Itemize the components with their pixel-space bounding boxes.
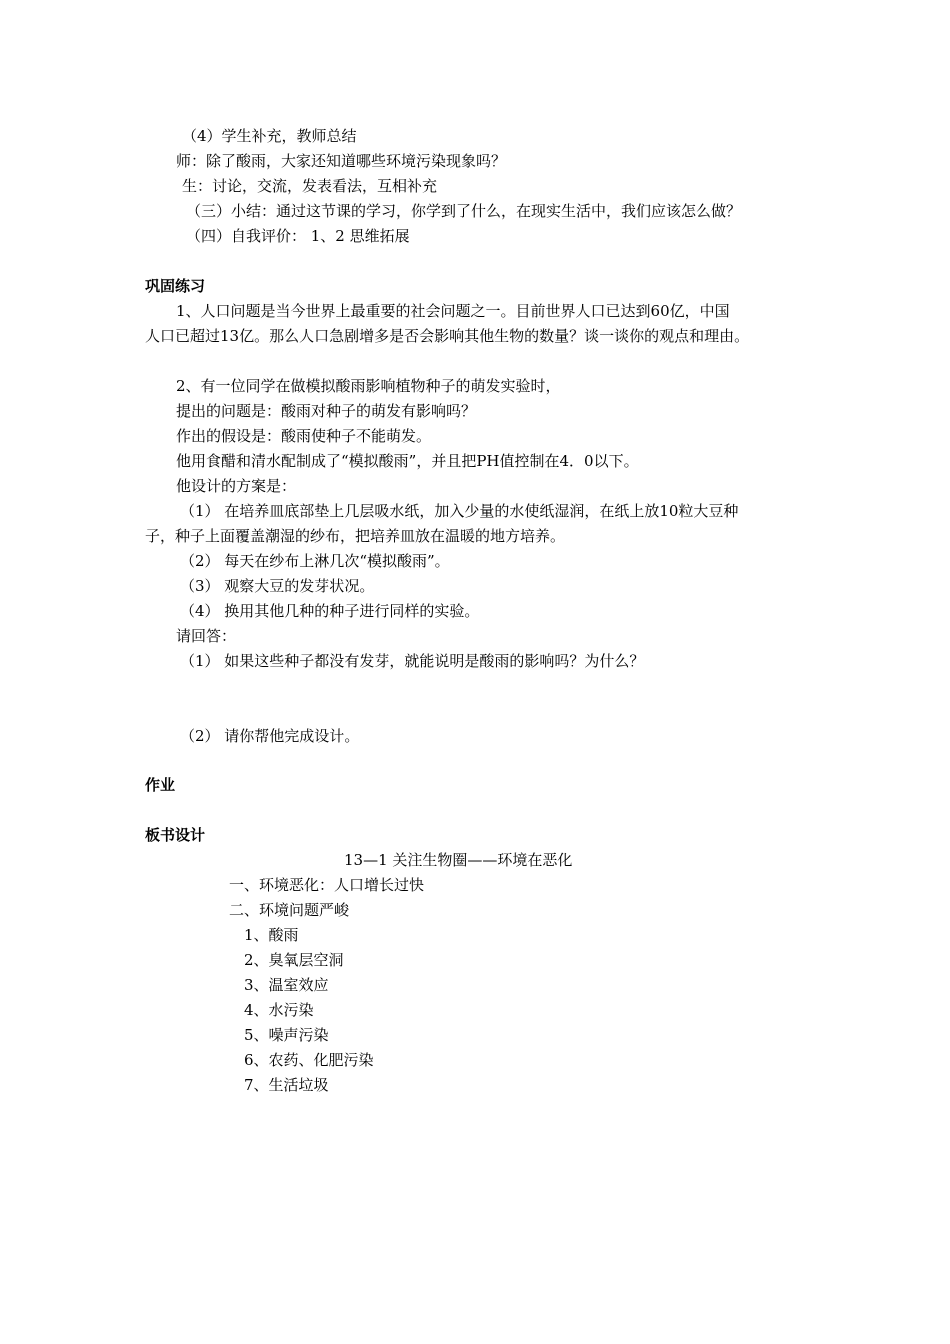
intro-line-3: 生：讨论，交流，发表看法，互相补充 — [182, 177, 438, 195]
homework-heading: 作业 — [145, 776, 176, 794]
intro-line-5: （四）自我评价： 1、2 思维拓展 — [186, 227, 410, 245]
q2-step-4: （4） 换用其他几种的种子进行同样的实验。 — [180, 602, 480, 620]
q2-line-1: 2、有一位同学在做模拟酸雨影响植物种子的萌发实验时， — [176, 377, 561, 395]
q1-line-2: 人口已超过13亿。那么人口急剧增多是否会影响其他生物的数量？谈一谈你的观点和理由。 — [145, 327, 750, 345]
board-heading: 板书设计 — [145, 826, 206, 844]
q2-step-1b: 子，种子上面覆盖潮湿的纱布，把培养皿放在温暖的地方培养。 — [145, 527, 566, 545]
board-item: 7、生活垃圾 — [244, 1076, 329, 1094]
board-item: 4、水污染 — [244, 1001, 314, 1019]
q2-ask: 请回答： — [176, 627, 237, 645]
practice-heading: 巩固练习 — [145, 277, 206, 295]
intro-line-1: （4）学生补充，教师总结 — [182, 127, 357, 145]
q2-line-3: 作出的假设是：酸雨使种子不能萌发。 — [176, 427, 432, 445]
q2-step-2: （2） 每天在纱布上淋几次“模拟酸雨”。 — [180, 552, 450, 570]
board-item: 3、温室效应 — [244, 976, 329, 994]
q2-answer-2: （2） 请你帮他完成设计。 — [180, 727, 360, 745]
intro-line-4: （三）小结：通过这节课的学习，你学到了什么，在现实生活中，我们应该怎么做？ — [186, 202, 742, 220]
q2-step-1a: （1） 在培养皿底部垫上几层吸水纸，加入少量的水使纸湿润，在纸上放10粒大豆种 — [180, 502, 739, 520]
intro-line-2: 师：除了酸雨，大家还知道哪些环境污染现象吗？ — [176, 152, 507, 170]
board-point-1: 一、环境恶化：人口增长过快 — [229, 876, 425, 894]
board-point-2: 二、环境问题严峻 — [229, 901, 350, 919]
board-item: 2、臭氧层空洞 — [244, 951, 344, 969]
q2-line-2: 提出的问题是：酸雨对种子的萌发有影响吗？ — [176, 402, 477, 420]
board-title: 13—1 关注生物圈——环境在恶化 — [344, 851, 573, 869]
q2-answer-1: （1） 如果这些种子都没有发芽，就能说明是酸雨的影响吗？为什么？ — [180, 652, 645, 670]
board-item: 1、酸雨 — [244, 926, 299, 944]
board-item: 5、噪声污染 — [244, 1026, 329, 1044]
board-item: 6、农药、化肥污染 — [244, 1051, 374, 1069]
q2-line-4: 他用食醋和清水配制成了“模拟酸雨”，并且把PH值控制在4．0以下。 — [176, 452, 639, 470]
q1-line-1: 1、人口问题是当今世界上最重要的社会问题之一。目前世界人口已达到60亿，中国 — [176, 302, 730, 320]
q2-line-5: 他设计的方案是： — [176, 477, 297, 495]
q2-step-3: （3） 观察大豆的发芽状况。 — [180, 577, 375, 595]
